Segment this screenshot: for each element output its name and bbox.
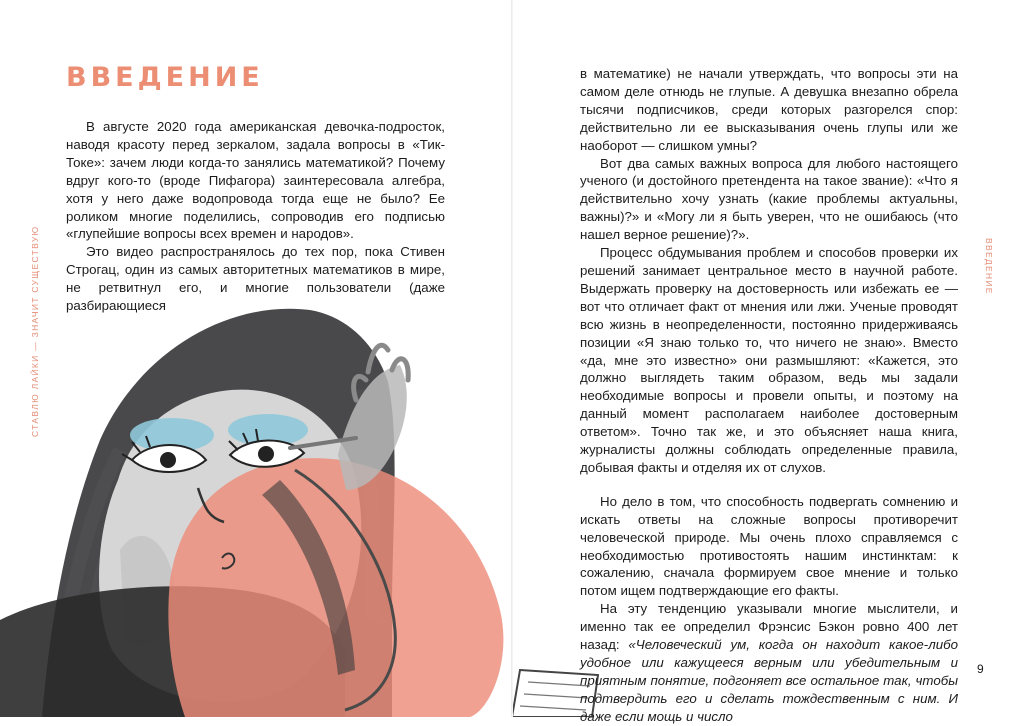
watercolor-woman-illustration	[0, 290, 600, 717]
paragraph-text: На эту тенденцию указывали многие мыслители, и именно так ее определил Фрэнсис Бэкон ровно 400 лет назад:	[580, 601, 958, 653]
paragraph: в математике) не начали утверждать, что вопросы эти на самом деле отнюдь не глупые. А девушка внезапно обрела тысячи подписчиков, среди которых разгорелся спор: действительно ли ее высказывания очень глупы или же наоборот — слишком умны?	[580, 66, 958, 153]
left-text-column	[66, 118, 445, 315]
paragraph: Процесс обдумывания проблем и способов проверки их решений занимает центральное место в научной работе. Выдержать проверку на достоверность или избежать ее — вот что отличает факт от мнения или лжи. Ученые проводят всю жизнь в неопределенности, постоянно придерживаясь позиции «Я знаю только то, что ничего не знаю». Вместо «да, мне это известно» они размышляют: «Кажется, это должно выглядеть таким образом, ведь мы задали необходимые вопросы и провели опыты, и поэтому на данный момент располагаем наиболее достоверным ответом». Точно так же, и это объясняет наша книга, журналисты должны соблюдать определенные правила, добывая факты и отделяя их от слухов.	[580, 245, 958, 475]
right-text-column	[580, 65, 958, 726]
right-running-title: ВВЕДЕНИЕ	[984, 238, 994, 295]
bacon-quote: «Человеческий ум, когда он находит какое-либо удобное или кажущееся верным или убедительным и приятным понятие, подгоняет все остальное так, чтобы подтвердить его и сделать тождественным с ним. И даже если мощь и число	[580, 637, 958, 724]
left-running-title: СТАВЛЮ ЛАЙКИ — ЗНАЧИТ СУЩЕСТВУЮ	[30, 225, 40, 437]
chapter-heading: ВВЕДЕНИЕ	[66, 62, 264, 93]
paragraph	[580, 600, 958, 725]
page-number: 9	[977, 662, 984, 676]
paragraph: Вот два самых важных вопроса для любого настоящего ученого (и достойного претендента на такое звание): «Что я действительно хочу узнать (какие проблемы актуальны, важны)?» и «Могу ли я быть уверен, что не ошибаюсь (что нашел верное решение)?».	[580, 155, 958, 243]
paragraph: В августе 2020 года американская девочка-подросток, наводя красоту перед зеркалом, задала вопросы в «Тик-Токе»: зачем люди когда-то занялись математикой? Почему вдруг кого-то (вроде Пифагора) заинтересовала алгебра, хотя у него даже водопровода тогда еще не было? Ее роликом многие поделились, сопроводив его подписью «глупейшие вопросы всех времен и народов».	[66, 119, 445, 242]
right-pupil	[258, 446, 274, 462]
left-pupil	[160, 452, 176, 468]
book-gutter	[511, 0, 513, 717]
paragraph: Это видео распространялось до тех пор, пока Стивен Строгац, один из самых авторитетных математиков в мире, не ретвитнул его, и многие пользователи (даже разбирающиеся	[66, 244, 445, 314]
paragraph: Но дело в том, что способность подвергать сомнению и искать ответы на сложные вопросы противоречит человеческой природе. Мы очень плохо справляемся с необходимостью противостоять нашим инстинктам: к сожалению, сначала формируем свое мнение и только потом ищем подтверждающие его факты.	[580, 493, 958, 599]
